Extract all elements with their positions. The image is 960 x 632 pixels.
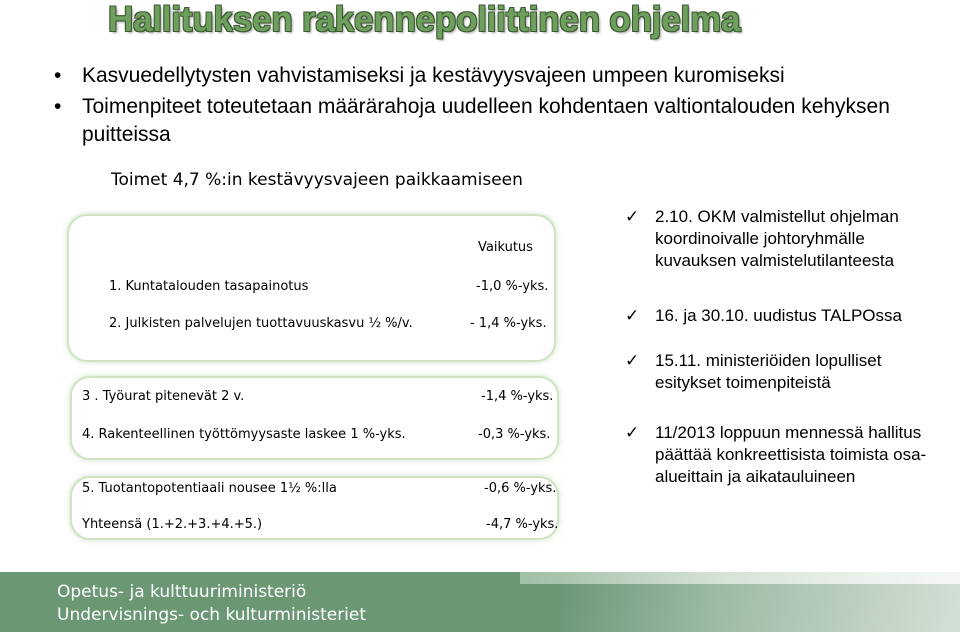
measure-label: 2. Julkisten palvelujen tuottavuuskasvu ½ %/v. <box>109 316 413 331</box>
checklist-item <box>625 422 950 488</box>
impact-column-header: Vaikutus <box>478 240 533 255</box>
bullet-list <box>52 62 932 152</box>
footer-fade <box>560 572 960 632</box>
measure-value: -0,3 %-yks. <box>478 427 551 442</box>
measure-value: -1,0 %-yks. <box>476 279 549 294</box>
checkmark-icon: ✓ <box>625 423 640 442</box>
measure-value: -0,6 %-yks. <box>484 481 557 496</box>
checkmark-icon: ✓ <box>625 351 640 370</box>
measure-label: 1. Kuntatalouden tasapainotus <box>109 279 309 294</box>
measure-value: -1,4 %-yks. <box>481 389 554 404</box>
total-value: -4,7 %-yks. <box>486 517 559 532</box>
ministry-footer <box>0 572 960 632</box>
slide-title: Hallituksen rakennepoliittinen ohjelma <box>108 0 741 39</box>
ministry-name-swedish: Undervisnings- och kulturministeriet <box>57 605 367 625</box>
checkmark-icon: ✓ <box>625 207 640 226</box>
checklist-item <box>625 305 950 327</box>
bullet-item <box>52 93 932 149</box>
bullet-text: Toimenpiteet toteutetaan määrärahoja uudelleen kohdentaen valtiontalouden kehyksen puitteissa <box>82 95 890 146</box>
measure-label: 3 . Työurat pitenevät 2 v. <box>82 389 245 404</box>
bullet-icon: • <box>54 64 62 87</box>
total-label: Yhteensä (1.+2.+3.+4.+5.) <box>82 517 263 532</box>
measure-label: 5. Tuotantopotentiaali nousee 1½ %:lla <box>82 481 337 496</box>
measure-value: - 1,4 %-yks. <box>470 316 547 331</box>
checklist-text: 11/2013 loppuun mennessä hallitus päättää konkreettisista toimista osa-alueittain ja aikatauluineen <box>655 423 927 486</box>
checklist-item <box>625 350 950 394</box>
checklist-text: 16. ja 30.10. uudistus TALPOssa <box>655 306 902 325</box>
table-heading: Toimet 4,7 %:in kestävyysvajeen paikkaamiseen <box>111 170 523 190</box>
checklist-text: 2.10. OKM valmistellut ohjelman koordinoivalle johtoryhmälle kuvauksen valmistelutilanteesta <box>655 207 899 270</box>
checklist-item <box>625 206 950 272</box>
bullet-item <box>52 62 932 90</box>
checklist-text: 15.11. ministeriöiden lopulliset esitykset toimenpiteistä <box>655 351 882 392</box>
checkmark-icon: ✓ <box>625 306 640 325</box>
ministry-name-finnish: Opetus- ja kulttuuriministeriö <box>57 582 307 602</box>
bullet-icon: • <box>54 95 62 118</box>
measure-label: 4. Rakenteellinen työttömyysaste laskee 1 %-yks. <box>82 427 406 442</box>
bullet-text: Kasvuedellytysten vahvistamiseksi ja kestävyysvajeen umpeen kuromiseksi <box>82 64 785 87</box>
